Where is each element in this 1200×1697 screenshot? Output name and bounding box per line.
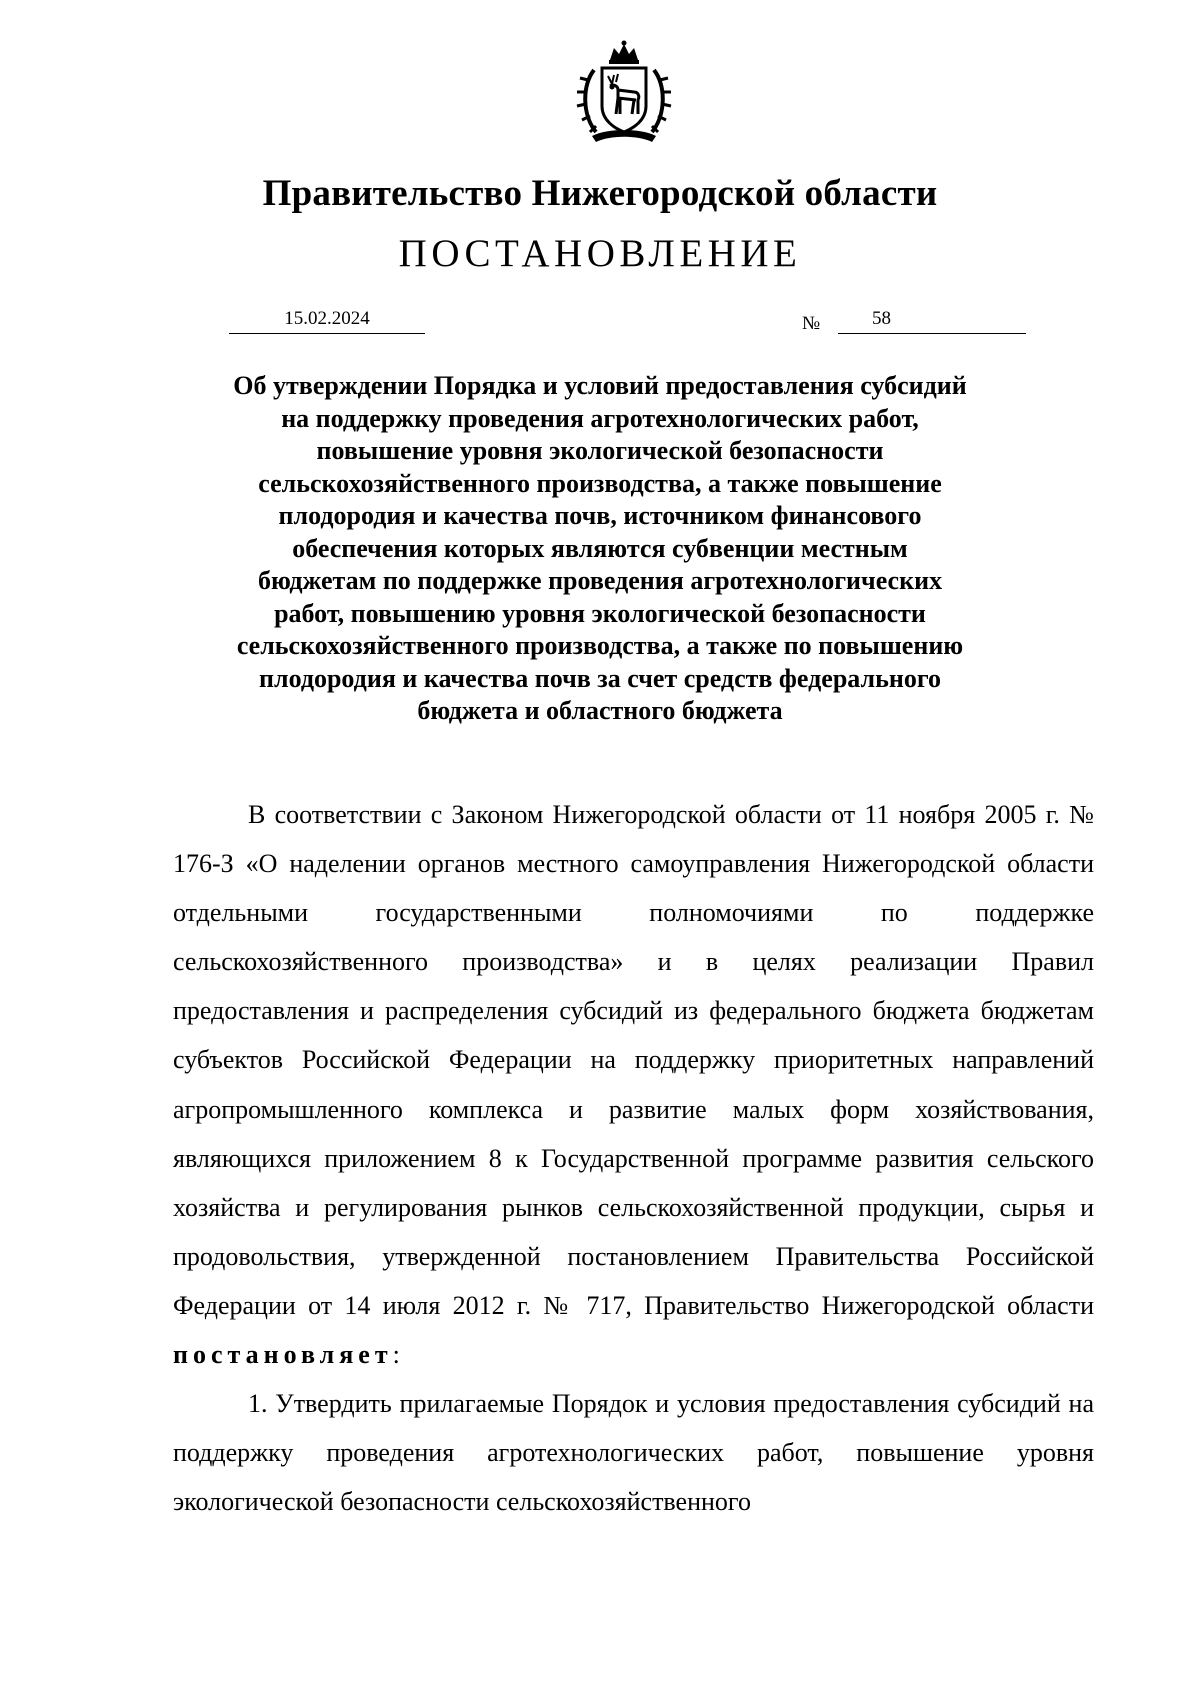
government-title: Правительство Нижегородской области [262, 173, 938, 214]
subject-line: на поддержку проведения агротехнологических работ, [281, 403, 919, 433]
subject-line: бюджетам по поддержке проведения агротехнологических [257, 566, 943, 595]
decree-word: постановляет [173, 1340, 393, 1370]
preamble-text: В соответствии с Законом Нижегородской области от 11 ноября 2005 г. № 176-З «О наделении органов местного самоуправления Нижегородской области отдельными государственными полномочиями по поддержке сельскохозяйственного производства» и в целях реализации Правил предоставления и распределения субсидий из федерального бюджета бюджетам субъектов Российской Федерации на поддержку приоритетных направлений агропромышленного комплекса и развитие малых форм хозяйствования, являющихся приложением 8 к Государственной программе развития сельского хозяйства и регулирования рынков сельскохозяйственной продукции, сырья и продовольствия, утвержденной постановлением Правительства Российской Федерации от 14 июля 2012 г. № 717, Правительство Нижегородской области [173, 800, 1094, 1320]
number-sign: № [802, 313, 821, 334]
document-body [173, 790, 1094, 1526]
preamble-tail: : [392, 1340, 400, 1370]
preamble-paragraph [173, 790, 1094, 1379]
document-subject [150, 370, 1050, 728]
subject-line: бюджета и областного бюджета [417, 696, 783, 725]
subject-line: сельскохозяйственного производства, а также по повышению [236, 631, 964, 660]
document-number: 58 [872, 308, 891, 329]
subject-line: обеспечения которых являются субвенции местным [292, 533, 908, 563]
subject-line: сельскохозяйственного производства, а также повышение [258, 468, 942, 498]
subject-line: плодородия и качества почв за счет средств федерального [259, 663, 941, 693]
subject-line: Об утверждении Порядка и условий предоставления субсидий [233, 371, 967, 400]
item-1-paragraph: 1. Утвердить прилагаемые Порядок и условия предоставления субсидий на поддержку проведения агротехнологических работ, повышение уровня экологической безопасности сельскохозяйственного [173, 1389, 1094, 1517]
subject-line: плодородия и качества почв, источником финансового [278, 501, 922, 530]
document-date: 15.02.2024 [229, 306, 425, 334]
subject-line: работ, повышению уровня экологической безопасности [274, 598, 926, 628]
subject-line: повышение уровня экологической безопасности [316, 436, 884, 465]
document-type: ПОСТАНОВЛЕНИЕ [398, 232, 802, 275]
document-number-field [838, 306, 1026, 334]
coat-of-arms-icon [572, 40, 676, 146]
